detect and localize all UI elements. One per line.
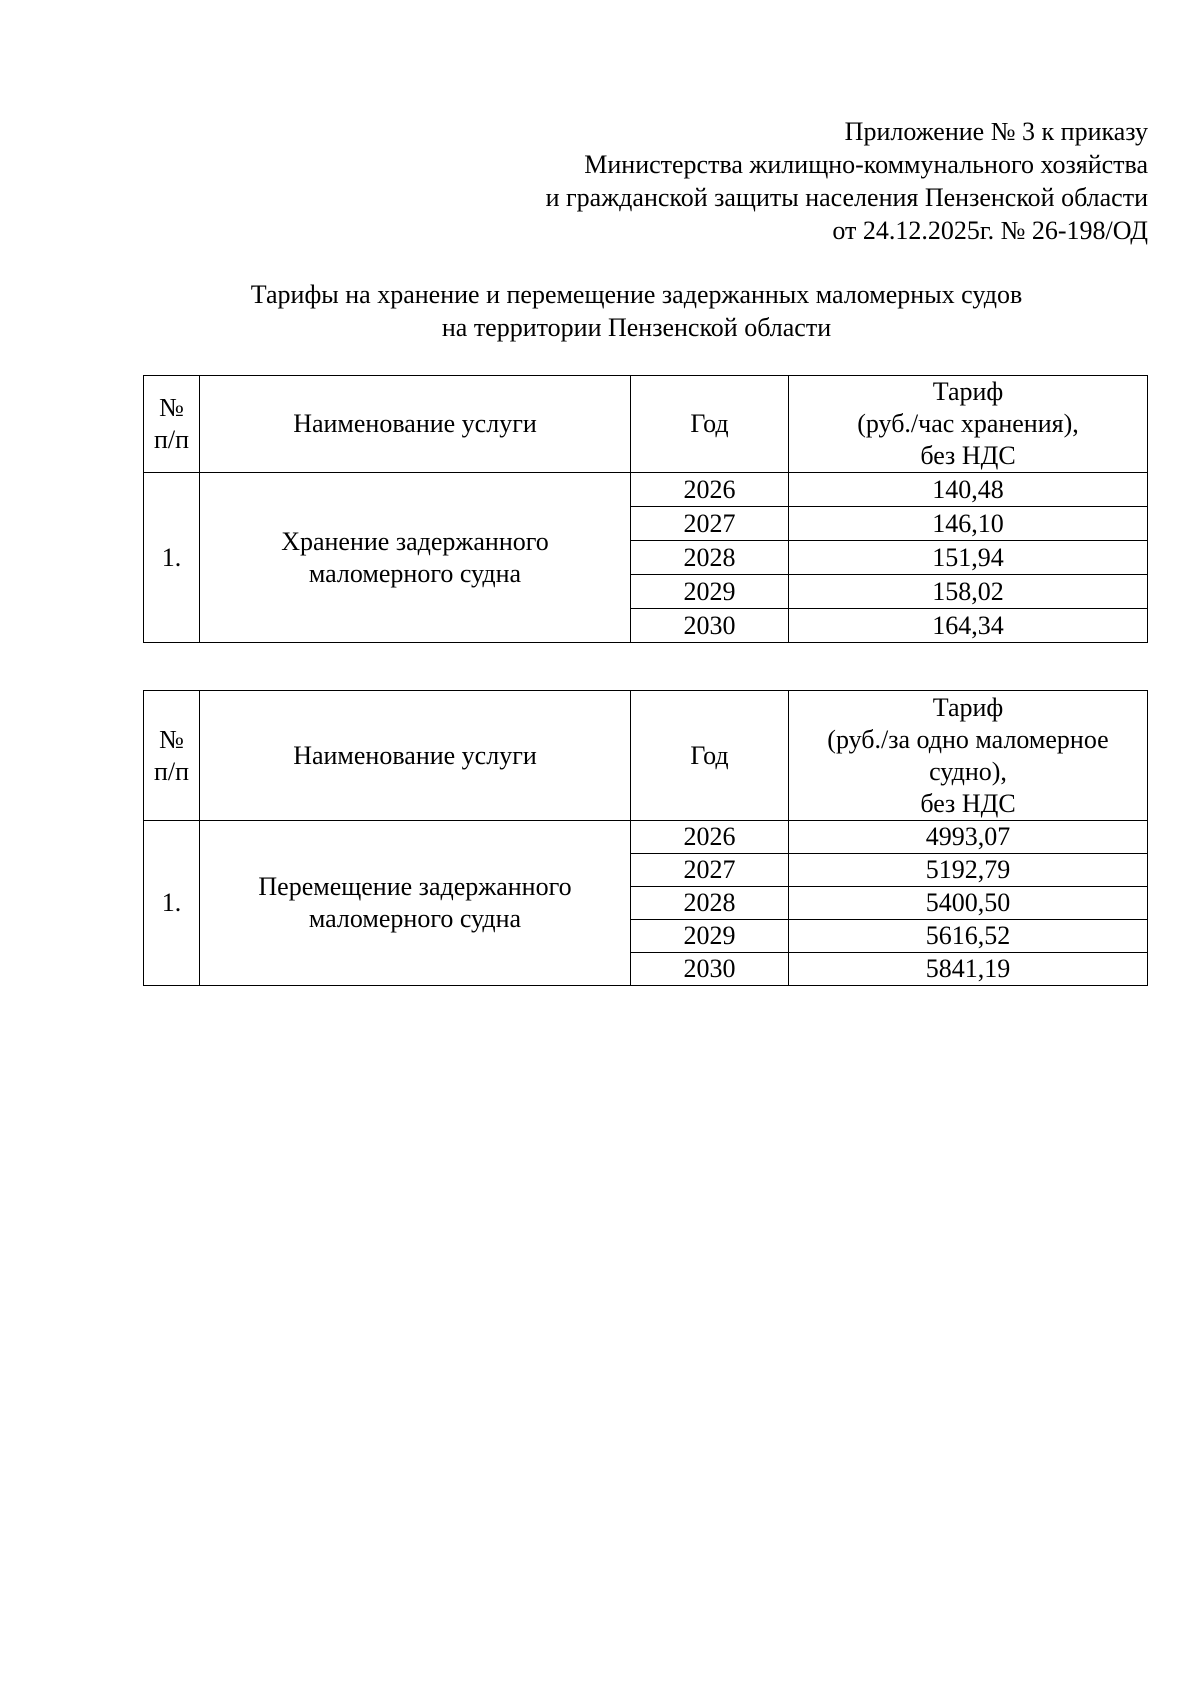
appendix-line: от 24.12.2025г. № 26-198/ОД: [832, 216, 1148, 245]
header-number: № п/п: [144, 691, 200, 821]
table-row: [144, 821, 1148, 854]
tariff-value: 5616,52: [789, 920, 1148, 953]
tariff-value: 158,02: [789, 575, 1148, 609]
title-line: Тарифы на хранение и перемещение задержанных маломерных судов: [250, 280, 1023, 309]
appendix-reference: [546, 115, 1148, 247]
tariff-value: 5192,79: [789, 854, 1148, 887]
year-cell: 2027: [631, 507, 789, 541]
tariff-value: 164,34: [789, 609, 1148, 643]
appendix-line: и гражданской защиты населения Пензенской области: [545, 183, 1148, 212]
appendix-line: Приложение № 3 к приказу: [844, 117, 1148, 146]
table-header-row: [144, 691, 1148, 821]
year-cell: 2026: [631, 821, 789, 854]
service-name: Хранение задержанного маломерного судна: [200, 473, 631, 643]
tariff-value: 146,10: [789, 507, 1148, 541]
header-service-name: Наименование услуги: [200, 691, 631, 821]
year-cell: 2027: [631, 854, 789, 887]
storage-tariff-table: [143, 375, 1148, 643]
tariff-value: 151,94: [789, 541, 1148, 575]
tariff-value: 140,48: [789, 473, 1148, 507]
row-number: 1.: [144, 821, 200, 986]
header-number: № п/п: [144, 376, 200, 473]
header-year: Год: [631, 376, 789, 473]
appendix-line: Министерства жилищно-коммунального хозяйства: [584, 150, 1148, 179]
table-row: [144, 473, 1148, 507]
year-cell: 2029: [631, 920, 789, 953]
year-cell: 2030: [631, 953, 789, 986]
header-tariff: Тариф (руб./за одно маломерное судно), без НДС: [789, 691, 1148, 821]
header-service-name: Наименование услуги: [200, 376, 631, 473]
relocation-tariff-table: [143, 690, 1148, 986]
tariff-value: 5400,50: [789, 887, 1148, 920]
row-number: 1.: [144, 473, 200, 643]
service-name: Перемещение задержанного маломерного судна: [200, 821, 631, 986]
year-cell: 2029: [631, 575, 789, 609]
header-tariff: Тариф (руб./час хранения), без НДС: [789, 376, 1148, 473]
document-title: [145, 278, 1128, 344]
year-cell: 2028: [631, 887, 789, 920]
header-year: Год: [631, 691, 789, 821]
year-cell: 2026: [631, 473, 789, 507]
tariff-value: 4993,07: [789, 821, 1148, 854]
table-header-row: [144, 376, 1148, 473]
year-cell: 2030: [631, 609, 789, 643]
tariff-value: 5841,19: [789, 953, 1148, 986]
year-cell: 2028: [631, 541, 789, 575]
title-line: на территории Пензенской области: [441, 313, 832, 342]
